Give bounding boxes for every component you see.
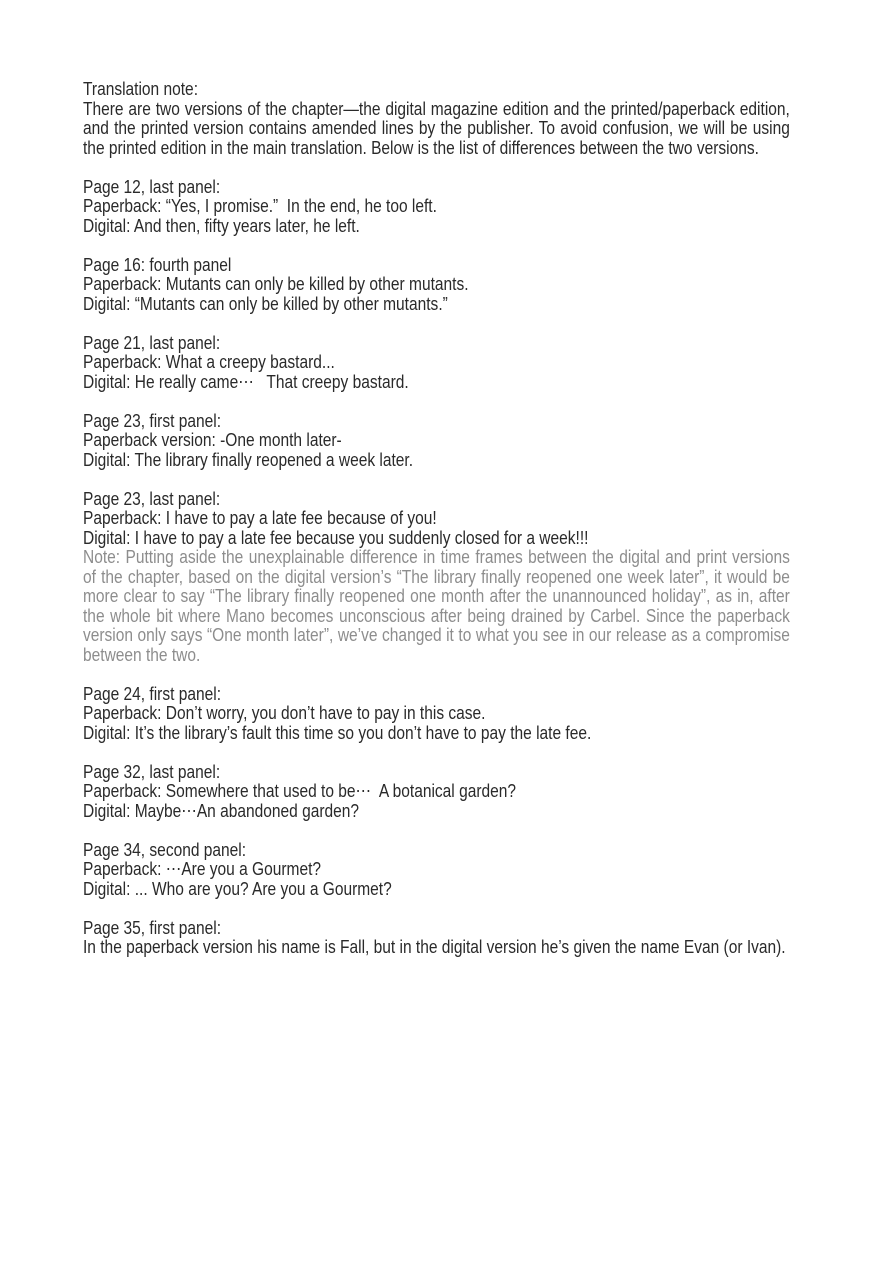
digital-line: Digital: “Mutants can only be killed by other mutants.” — [83, 293, 448, 314]
section-page-24-first-panel — [83, 685, 790, 744]
section-page-16-fourth-panel — [83, 256, 790, 315]
page-title: Translation note: — [83, 79, 199, 99]
paperback-line: Paperback: ⋯Are you a Gourmet? — [83, 859, 322, 879]
digital-line: Digital: And then, fifty years later, he left. — [83, 215, 360, 236]
section-heading: Page 24, first panel: — [83, 683, 222, 704]
translation-note-document — [83, 80, 790, 977]
digital-line: Digital: The library finally reopened a week later. — [83, 449, 414, 470]
paperback-line: Paperback: Mutants can only be killed by other mutants. — [83, 274, 469, 294]
paperback-line: Paperback: Somewhere that used to be⋯ A botanical garden? — [83, 781, 517, 801]
paperback-line: Paperback version: -One month later- — [83, 430, 342, 450]
section-heading: Page 35, first panel: — [83, 917, 222, 938]
digital-line: Digital: It’s the library’s fault this time so you don’t have to pay the late fee. — [83, 722, 592, 743]
section-page-12-last-panel — [83, 178, 790, 237]
paperback-line: Paperback: I have to pay a late fee because of you! — [83, 508, 437, 528]
section-heading: Page 21, last panel: — [83, 332, 221, 353]
section-heading: Page 12, last panel: — [83, 176, 221, 197]
section-heading: Page 23, first panel: — [83, 410, 222, 431]
section-page-34-second-panel — [83, 841, 790, 900]
digital-line: Digital: I have to pay a late fee because you suddenly closed for a week!!! — [83, 527, 589, 548]
translator-note-paragraph: Note: Putting aside the unexplainable difference in time frames between the digital and print versions of the chapter, based on the digital version’s “The library finally reopened one week later”, it would be more clear to say “The library finally reopened one month after the unannounced holiday”, as in, after the whole bit where Mano becomes unconscious after being drained by Carbel. Since the paperback version only says “One month later”, we’ve changed it to what you see in our release as a compromise between the two. — [83, 547, 790, 665]
section-heading: Page 32, last panel: — [83, 761, 221, 782]
section-heading: Page 16: fourth panel — [83, 254, 232, 275]
digital-line: Digital: Maybe⋯An abandoned garden? — [83, 800, 360, 821]
digital-line: Digital: ... Who are you? Are you a Gourmet? — [83, 878, 392, 899]
section-page-35-first-panel — [83, 919, 790, 958]
digital-line: Digital: He really came⋯ That creepy bastard. — [83, 371, 409, 392]
section-heading: Page 23, last panel: — [83, 488, 221, 509]
paperback-line: Paperback: Don’t worry, you don’t have to pay in this case. — [83, 703, 486, 723]
name-difference-paragraph: In the paperback version his name is Fall, but in the digital version he’s given the name Evan (or Ivan). — [83, 937, 786, 957]
paperback-line: Paperback: “Yes, I promise.” In the end, he too left. — [83, 196, 437, 216]
paperback-line: Paperback: What a creepy bastard... — [83, 352, 335, 372]
section-page-23-first-panel — [83, 412, 790, 471]
section-page-32-last-panel — [83, 763, 790, 822]
section-page-21-last-panel — [83, 334, 790, 393]
section-page-23-last-panel — [83, 490, 790, 666]
section-heading: Page 34, second panel: — [83, 839, 247, 860]
intro-paragraph: There are two versions of the chapter—the digital magazine edition and the printed/paperback edition, and the printed version contains amended lines by the publisher. To avoid confusion, we will be using the printed edition in the main translation. Below is the list of differences between the two versions. — [83, 98, 790, 158]
intro-block — [83, 80, 790, 158]
